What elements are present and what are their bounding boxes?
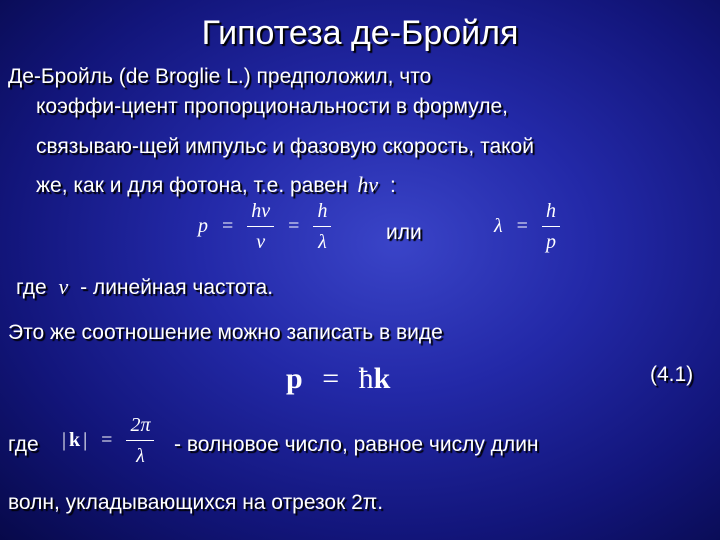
- wavenumber-num: 2π: [130, 414, 151, 436]
- para1-line4-colon: :: [390, 174, 396, 197]
- where-nu-line: [16, 272, 273, 303]
- where-nu-rest: - линейная частота.: [80, 276, 274, 299]
- formula1-fraction2: [313, 200, 331, 253]
- formula1-p: p: [198, 215, 208, 237]
- formula1-frac2-den: λ: [318, 231, 327, 253]
- wavenumber-fraction: [126, 414, 154, 467]
- main-formula-hbar: ħ: [358, 362, 374, 395]
- or-label: или: [386, 221, 422, 244]
- wavenumber-k: k: [69, 429, 81, 451]
- formula1-frac1-den: v: [256, 231, 266, 253]
- wavenumber-den: λ: [136, 445, 145, 467]
- formula2-bar: [542, 226, 560, 227]
- para1-line1: Де-Бройль (de Broglie L.) предположил, что: [8, 65, 432, 88]
- formula-wavenumber: [62, 414, 154, 467]
- formula2-lambda: λ: [494, 215, 503, 237]
- para2: Это же соотношение можно записать в виде: [8, 321, 443, 344]
- formula1-frac1-bar: [247, 226, 274, 227]
- abs-bar-right: |: [83, 429, 88, 451]
- nu-symbol: ν: [58, 274, 69, 299]
- abs-bar-left: |: [62, 429, 67, 451]
- slide-title: Гипотеза де-Бройля: [201, 14, 519, 52]
- formula2-num: h: [545, 200, 556, 222]
- where-nu-prefix: где: [16, 276, 47, 299]
- formula2-den: p: [545, 231, 556, 253]
- equation-number: (4.1): [650, 363, 694, 386]
- formula-wavelength: [494, 200, 560, 253]
- para1-line2: коэффи-циент пропорциональности в формуле,: [36, 95, 509, 118]
- main-formula-eq: =: [322, 362, 340, 395]
- h-nu-symbol: hν: [357, 172, 379, 197]
- formula-main: [286, 362, 390, 396]
- where-k-prefix: где: [8, 433, 39, 456]
- last-line: волн, укладывающихся на отрезок 2π.: [8, 491, 384, 514]
- main-formula-p: p: [286, 362, 303, 395]
- formula1-eq2: =: [288, 215, 300, 237]
- formula1-frac2-bar: [313, 226, 331, 227]
- where-k-rest: - волновое число, равное числу длин: [174, 433, 539, 456]
- formula-momentum: [198, 200, 331, 253]
- wavenumber-eq: =: [101, 429, 113, 451]
- formula2-eq: =: [516, 215, 528, 237]
- para1-line3: связываю-щей импульс и фазовую скорость, такой: [36, 135, 534, 158]
- formula2-fraction: [542, 200, 560, 253]
- formula1-fraction1: [247, 200, 274, 253]
- formula1-frac1-num: hν: [251, 200, 271, 222]
- formula1-eq1: =: [222, 215, 234, 237]
- para1-line4-text: же, как и для фотона, т.е. равен: [36, 174, 348, 197]
- wavenumber-bar: [126, 440, 154, 441]
- formula1-frac2-num: h: [317, 200, 328, 222]
- para1-line4: [36, 170, 396, 201]
- main-formula-k: k: [373, 362, 391, 395]
